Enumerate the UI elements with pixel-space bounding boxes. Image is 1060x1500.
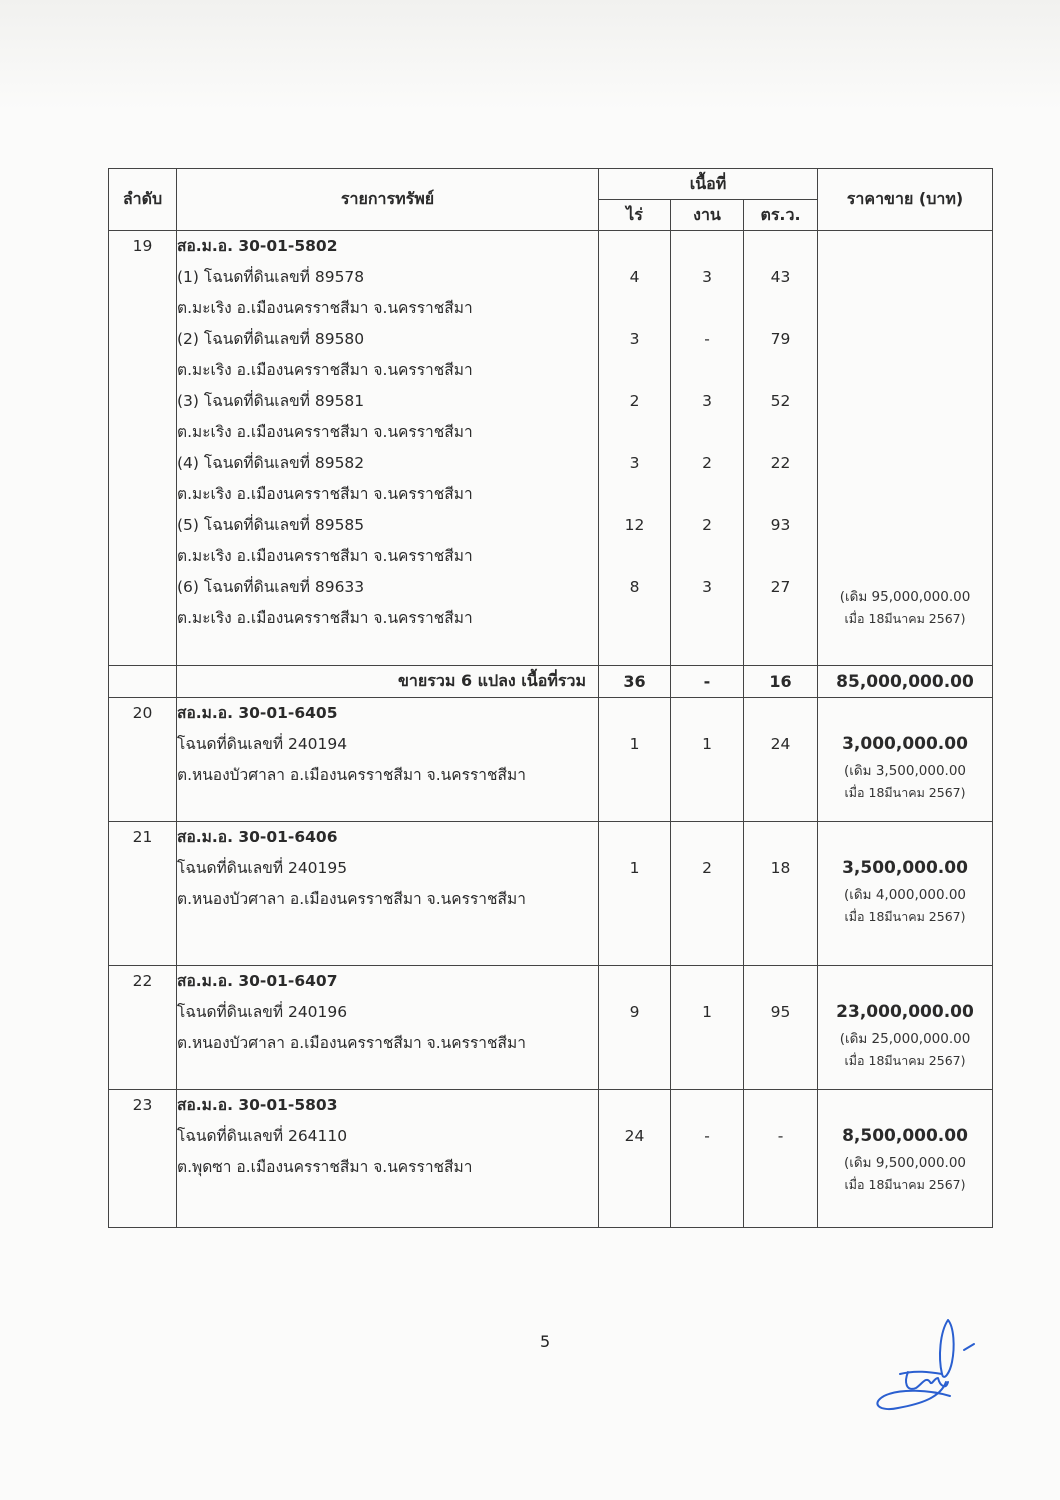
header-no: ลำดับ [109, 169, 177, 231]
parcel-deed: (1) โฉนดที่ดินเลขที่ 89578 [177, 268, 365, 286]
total-sq-wa: 16 [744, 666, 818, 698]
asset-table [108, 168, 993, 1228]
parcel-rai: 3 [629, 330, 640, 348]
parcel-location: ต.หนองบัวศาลา อ.เมืองนครราชสีมา จ.นครราชสีมา [177, 766, 526, 784]
ngan-column [671, 231, 744, 666]
header-ngan: งาน [671, 200, 744, 231]
parcel-ngan: 3 [702, 268, 712, 286]
parcel-deed: โฉนดที่ดินเลขที่ 240194 [177, 735, 348, 753]
row-number: 19 [109, 231, 177, 666]
signature-icon [860, 1312, 990, 1422]
parcel-sq-wa: 52 [770, 392, 791, 410]
parcel-sq-wa: 79 [770, 330, 791, 348]
row-number: 22 [132, 972, 153, 990]
parcel-deed: โฉนดที่ดินเลขที่ 240196 [177, 1003, 348, 1021]
asset-description [177, 1090, 599, 1228]
asset-description [177, 822, 599, 966]
total-label: ขายรวม 6 แปลง เนื้อที่รวม [177, 666, 599, 698]
parcel-location: ต.หนองบัวศาลา อ.เมืองนครราชสีมา จ.นครราชสีมา [177, 1034, 526, 1052]
table-row-23 [109, 1090, 993, 1228]
table-row-20 [109, 698, 993, 822]
parcel-deed: (2) โฉนดที่ดินเลขที่ 89580 [177, 330, 365, 348]
original-price: (เดิม 9,500,000.00 [844, 1155, 967, 1171]
asset-code: สอ.ม.อ. 30-01-6405 [177, 704, 338, 722]
parcel-deed: (4) โฉนดที่ดินเลขที่ 89582 [177, 454, 365, 472]
rai-value: 24 [624, 1127, 645, 1145]
parcel-location: ต.มะเริง อ.เมืองนครราชสีมา จ.นครราชสีมา [177, 609, 473, 627]
ngan-value: 1 [702, 1003, 712, 1021]
asset-description [177, 698, 599, 822]
sq-wa-value: 24 [770, 735, 791, 753]
parcel-ngan: 2 [702, 516, 712, 534]
sale-price: 23,000,000.00 [836, 1002, 974, 1022]
original-price-date: เมื่อ 18มีนาคม 2567) [844, 909, 966, 924]
row-number: 20 [132, 704, 153, 722]
parcel-location: ต.พุดซา อ.เมืองนครราชสีมา จ.นครราชสีมา [177, 1158, 473, 1176]
row-number: 23 [132, 1096, 153, 1114]
original-price-date: เมื่อ 18มีนาคม 2567) [844, 611, 966, 626]
ngan-value: 2 [702, 859, 712, 877]
sq-wa-value: 95 [770, 1003, 791, 1021]
sq-wa-value: - [777, 1127, 784, 1145]
page-top-margin [0, 0, 1060, 110]
parcel-ngan: 3 [702, 578, 712, 596]
table-row-22 [109, 966, 993, 1090]
rai-value: 1 [629, 859, 640, 877]
total-ngan: - [671, 666, 744, 698]
header-sq-wa: ตร.ว. [744, 200, 818, 231]
rai-column [599, 231, 671, 666]
parcel-deed: โฉนดที่ดินเลขที่ 264110 [177, 1127, 348, 1145]
table-row-19 [109, 231, 993, 666]
parcel-location: ต.มะเริง อ.เมืองนครราชสีมา จ.นครราชสีมา [177, 485, 473, 503]
ngan-value: 1 [702, 735, 712, 753]
sq-wa-column [744, 231, 818, 666]
total-row-19 [109, 666, 993, 698]
page-number: 5 [540, 1332, 551, 1351]
header-area: เนื้อที่ [599, 169, 818, 200]
sale-price: 8,500,000.00 [842, 1126, 968, 1146]
parcel-ngan: 2 [702, 454, 712, 472]
original-price: (เดิม 25,000,000.00 [839, 1031, 971, 1047]
parcel-deed: (6) โฉนดที่ดินเลขที่ 89633 [177, 578, 365, 596]
empty-cell [109, 666, 177, 698]
original-price: (เดิม 4,000,000.00 [844, 887, 967, 903]
asset-description [177, 231, 599, 666]
original-price-date: เมื่อ 18มีนาคม 2567) [844, 1053, 966, 1068]
table-row-21 [109, 822, 993, 966]
asset-code: สอ.ม.อ. 30-01-6407 [177, 972, 338, 990]
asset-code: สอ.ม.อ. 30-01-5802 [177, 237, 338, 255]
parcel-rai: 4 [629, 268, 640, 286]
row-number: 21 [132, 828, 153, 846]
price-cell [818, 231, 993, 666]
original-price-date: เมื่อ 18มีนาคม 2567) [844, 785, 966, 800]
parcel-location: ต.มะเริง อ.เมืองนครราชสีมา จ.นครราชสีมา [177, 423, 473, 441]
parcel-sq-wa: 22 [770, 454, 791, 472]
rai-value: 9 [629, 1003, 640, 1021]
ngan-value: - [704, 1127, 710, 1145]
sale-price: 3,000,000.00 [842, 734, 968, 754]
asset-code: สอ.ม.อ. 30-01-6406 [177, 828, 338, 846]
asset-code: สอ.ม.อ. 30-01-5803 [177, 1096, 338, 1114]
parcel-location: ต.หนองบัวศาลา อ.เมืองนครราชสีมา จ.นครราชสีมา [177, 890, 526, 908]
sale-price: 3,500,000.00 [842, 858, 968, 878]
parcel-rai: 2 [629, 392, 640, 410]
parcel-deed: (3) โฉนดที่ดินเลขที่ 89581 [177, 392, 365, 410]
rai-value: 1 [629, 735, 640, 753]
parcel-sq-wa: 93 [770, 516, 791, 534]
parcel-ngan: - [704, 330, 710, 348]
parcel-sq-wa: 43 [770, 268, 791, 286]
asset-description [177, 966, 599, 1090]
header-rai: ไร่ [599, 200, 671, 231]
header-price: ราคาขาย (บาท) [818, 169, 993, 231]
original-price: (เดิม 95,000,000.00 [839, 589, 971, 605]
header-item: รายการทรัพย์ [177, 169, 599, 231]
parcel-rai: 8 [629, 578, 640, 596]
original-price-date: เมื่อ 18มีนาคม 2567) [844, 1177, 966, 1192]
parcel-rai: 12 [624, 516, 645, 534]
parcel-rai: 3 [629, 454, 640, 472]
parcel-deed: โฉนดที่ดินเลขที่ 240195 [177, 859, 348, 877]
parcel-deed: (5) โฉนดที่ดินเลขที่ 89585 [177, 516, 365, 534]
parcel-location: ต.มะเริง อ.เมืองนครราชสีมา จ.นครราชสีมา [177, 299, 473, 317]
parcel-location: ต.มะเริง อ.เมืองนครราชสีมา จ.นครราชสีมา [177, 361, 473, 379]
sq-wa-value: 18 [770, 859, 791, 877]
parcel-sq-wa: 27 [770, 578, 791, 596]
parcel-location: ต.มะเริง อ.เมืองนครราชสีมา จ.นครราชสีมา [177, 547, 473, 565]
parcel-ngan: 3 [702, 392, 712, 410]
original-price: (เดิม 3,500,000.00 [844, 763, 967, 779]
total-price: 85,000,000.00 [818, 666, 993, 698]
total-rai: 36 [599, 666, 671, 698]
